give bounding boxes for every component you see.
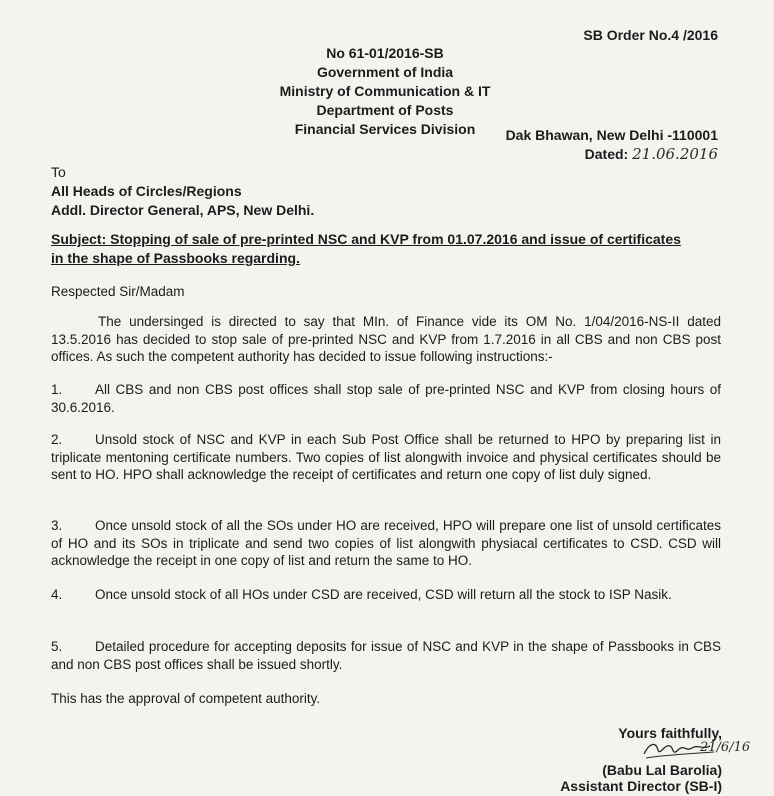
- signatory-name: (Babu Lal Barolia): [602, 762, 722, 778]
- intro-paragraph: The undersinged is directed to say that MIn. of Finance vide its OM No. 1/04/2016-NS-II dated 13.5.2016 has decided to stop sale of pre-printed NSC and KVP from 1.7.2016 in all CBS and non CBS post offices. As such the competent authority has decided to issue following instructions:-: [51, 314, 721, 364]
- point-text: Unsold stock of NSC and KVP in each Sub Post Office shall be returned to HPO by preparing list in triplicate mentoning certificate numbers. Two copies of list alongwith invoice and physical certificates should be sent to HO. HPO shall acknowledge the receipt of certificates and return one copy of list duly signed.: [51, 432, 721, 482]
- subject-line-2: in the shape of Passbooks regarding.: [51, 250, 300, 266]
- point-number: 4.: [51, 587, 63, 602]
- letterhead: [230, 44, 540, 139]
- point-2: [51, 431, 721, 484]
- point-text: Once unsold stock of all the SOs under HO are received, HPO will prepare one list of unsold certificates of HO and its SOs in triplicate and send two copies of list alongwith physiacal certificates to CSD. CSD will acknowledge the receipt in one copy of list and return the same to HO.: [51, 518, 721, 568]
- point-number: 1.: [51, 382, 63, 397]
- dated-line: [585, 145, 718, 164]
- point-number: 2.: [51, 432, 63, 447]
- closing-line: This has the approval of competent authority.: [51, 691, 321, 706]
- point-1: [51, 381, 721, 416]
- subject-line-1: Subject: Stopping of sale of pre-printed NSC and KVP from 01.07.2016 and issue of certificates: [51, 231, 681, 247]
- department-line: Department of Posts: [316, 102, 454, 118]
- address-line: Dak Bhawan, New Delhi -110001: [505, 127, 718, 143]
- point-text: Once unsold stock of all HOs under CSD are received, CSD will return all the stock to ISP Nasik.: [95, 587, 672, 602]
- dated-label: Dated:: [584, 146, 629, 162]
- file-number: No 61-01/2016-SB: [326, 45, 444, 61]
- point-number: 3.: [51, 518, 63, 533]
- ministry-line: Ministry of Communication & IT: [279, 83, 491, 99]
- government-line: Government of India: [316, 64, 454, 80]
- recipient-line-1: All Heads of Circles/Regions: [51, 183, 242, 199]
- order-number: SB Order No.4 /2016: [583, 27, 718, 43]
- point-number: 5.: [51, 639, 63, 654]
- subject: [51, 230, 731, 268]
- yours-faithfully: Yours faithfully,: [618, 725, 722, 741]
- point-text: All CBS and non CBS post offices shall stop sale of pre-printed NSC and KVP from closing hours of 30.6.2016.: [51, 382, 721, 415]
- point-3: [51, 517, 721, 570]
- dated-value: 21.06.2016: [632, 145, 718, 163]
- point-4: [51, 586, 721, 604]
- point-text: Detailed procedure for accepting deposits for issue of NSC and KVP in the shape of Passbooks in CBS and non CBS post offices shall be issued shortly.: [51, 639, 721, 672]
- point-5: [51, 638, 721, 673]
- salutation: Respected Sir/Madam: [51, 284, 185, 299]
- signatory-designation: Assistant Director (SB-I): [560, 778, 722, 794]
- to-label: To: [51, 164, 66, 180]
- recipients: [51, 163, 314, 220]
- recipient-line-2: Addl. Director General, APS, New Delhi.: [51, 202, 315, 218]
- division-line: Financial Services Division: [294, 121, 476, 137]
- signature-date: 21/6/16: [700, 740, 751, 755]
